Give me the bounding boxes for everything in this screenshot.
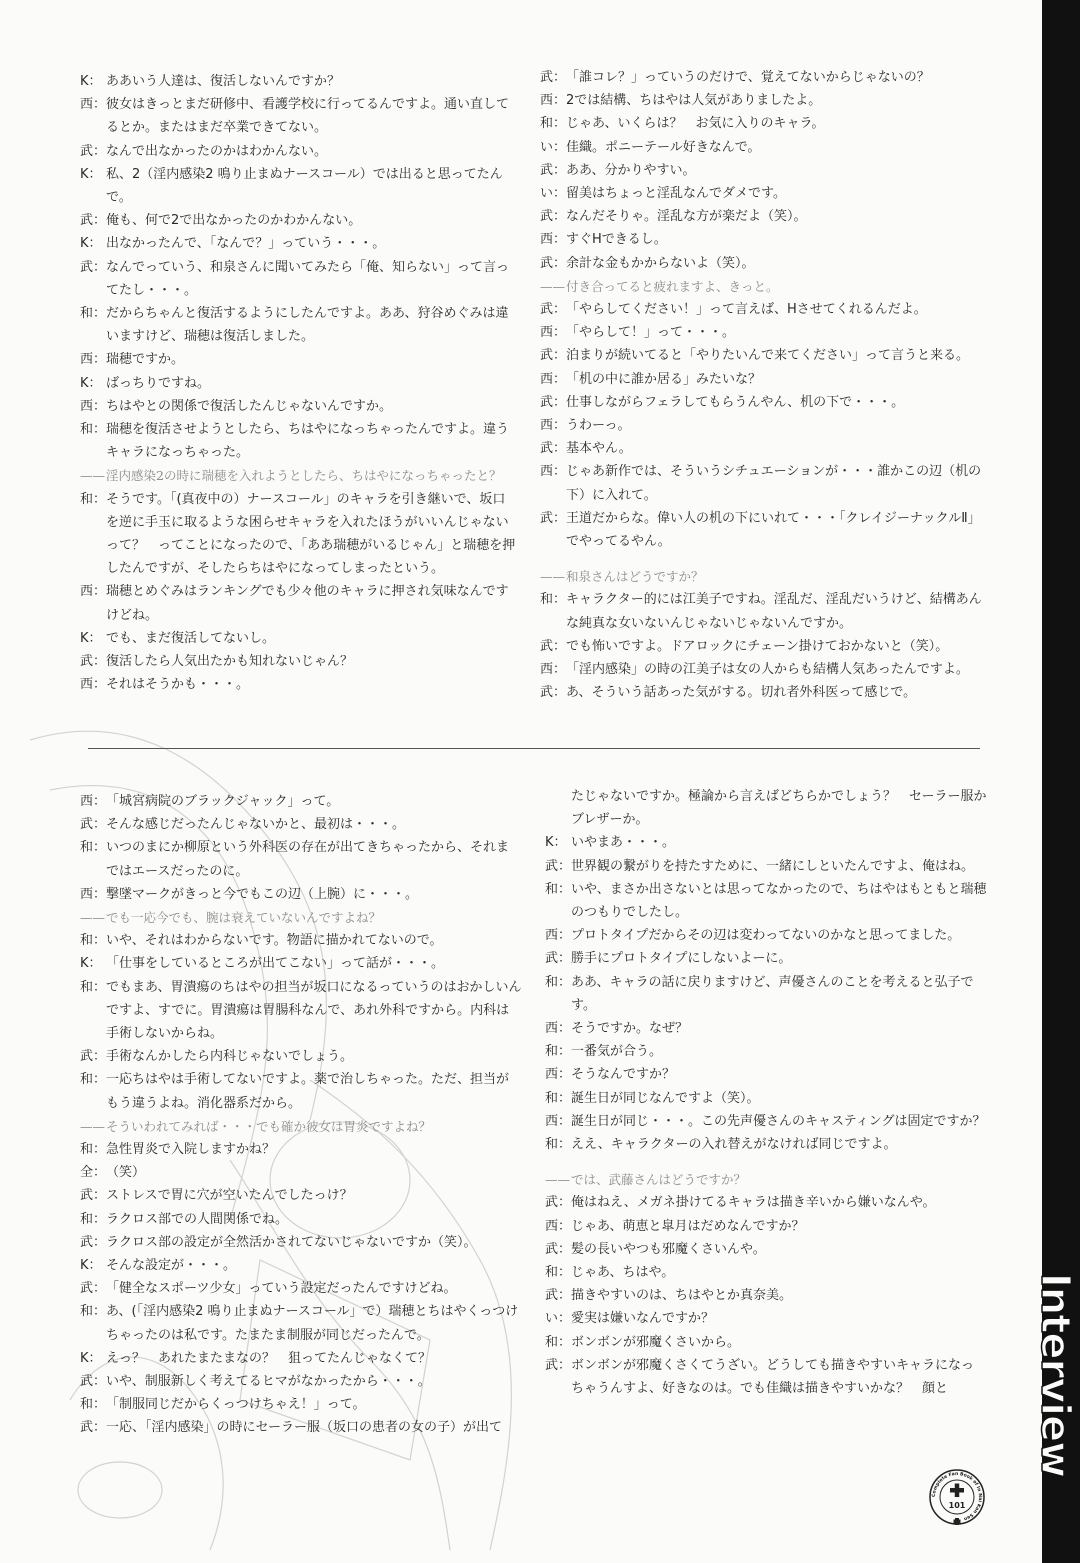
speaker-label: 武： <box>540 255 567 271</box>
column-top-left <box>80 70 516 696</box>
dialogue-line <box>80 348 516 371</box>
page-number: 101 <box>948 1501 966 1510</box>
line-text: 「健全なスポーツ少女」っていう設定だったんですけどね。 <box>106 1281 457 1297</box>
dialogue-line <box>80 418 516 464</box>
speaker-label: 武： <box>540 70 567 85</box>
line-text: では、武藤さんはどうですか？ <box>571 1172 747 1188</box>
line-text: 「机の中に誰か居る」みたいな？ <box>566 371 762 387</box>
line-text: 付き合ってると疲れますよ、きっと。 <box>566 278 779 294</box>
line-text: 手術なんかしたら内科じゃないでしょう。 <box>106 1049 354 1065</box>
dialogue-line <box>545 785 987 831</box>
speaker-label: 和： <box>80 1211 107 1227</box>
line-text: じゃあ、萌恵と皐月はだめなんですか？ <box>571 1218 805 1234</box>
dialogue-line <box>540 321 982 344</box>
dialogue-line <box>80 232 516 255</box>
dialogue-line <box>80 1045 522 1068</box>
dialogue-line <box>545 971 987 1017</box>
dialogue-line <box>80 976 522 1046</box>
speaker-label: 武： <box>540 162 567 178</box>
line-text: 髪の長いやつも邪魔くさいんや。 <box>571 1241 766 1257</box>
speaker-label: 和： <box>80 306 107 322</box>
speaker-label: 武： <box>80 654 107 670</box>
line-text: 瑞穂とめぐみはランキングでも少々他のキャラに押され気味なんですけどね。 <box>106 584 509 623</box>
speaker-label: K： <box>80 236 102 252</box>
line-text: 急性胃炎で入院しますかね？ <box>106 1142 276 1158</box>
dialogue-line <box>540 368 982 391</box>
dialogue-line <box>80 1138 522 1161</box>
dialogue-line <box>80 302 516 348</box>
dialogue-line <box>540 588 982 634</box>
dialogue-line <box>80 1416 522 1439</box>
speaker-label: 和： <box>80 491 107 507</box>
dialogue-line <box>80 790 522 813</box>
speaker-label: K： <box>80 956 102 972</box>
dialogue-line <box>540 66 982 89</box>
speaker-label: 武： <box>545 1241 572 1257</box>
speaker-label: 西： <box>545 1067 572 1083</box>
line-text: 復活したら人気出たかも知れないじゃん？ <box>106 654 354 670</box>
speaker-label: 西： <box>545 928 572 944</box>
line-text: 一応ちはやは手術してないですよ。薬で治しちゃった。ただ、担当がもう違うよね。消化器系だから。 <box>106 1072 510 1111</box>
line-text: 私、2（淫内感染2 鳴り止まぬナースコール）では出ると思ってたんで。 <box>106 166 503 206</box>
dialogue-line <box>540 252 982 275</box>
dialogue-line <box>545 878 987 924</box>
dialogue-line <box>80 1393 522 1416</box>
speaker-label: 西： <box>540 464 567 480</box>
dialogue-line <box>80 813 522 836</box>
speaker-label: K： <box>80 166 102 182</box>
dialogue-line <box>545 1191 987 1214</box>
line-text: 余計な金もかからないよ（笑）。 <box>566 255 755 271</box>
line-text: そんな感じだったんじゃないかと、最初は・・・。 <box>106 817 406 833</box>
dialogue-line <box>80 929 522 952</box>
dialogue-line <box>540 228 982 251</box>
column-bottom-right <box>545 785 987 1400</box>
line-text: ええ、キャラクターの入れ替えがなければ同じですよ。 <box>571 1137 897 1153</box>
dialogue-line <box>545 1331 987 1354</box>
dialogue-line <box>540 298 982 321</box>
line-text: 留美はちょっと淫乱なんでダメです。 <box>566 186 786 202</box>
dialogue-line <box>545 1307 987 1330</box>
speaker-label: い： <box>540 186 567 202</box>
line-text: ああ、分かりやすい。 <box>566 162 696 178</box>
line-text: そんな設定が・・・。 <box>106 1258 237 1274</box>
line-text: 彼女はきっとまだ研修中、看護学校に行ってるんですよ。通い直してるとか。またはまだ卒業できてない。 <box>106 97 510 136</box>
dialogue-line <box>545 1284 987 1307</box>
dialogue-line <box>80 952 522 975</box>
speaker-label: 武： <box>540 638 567 654</box>
dialogue-line <box>80 209 516 232</box>
interviewer-question <box>545 1168 987 1191</box>
speaker-label: 西： <box>540 93 567 109</box>
line-text: ああ、キャラの話に戻りますけど、声優さんのことを考えると弘子です。 <box>571 974 974 1013</box>
line-text: 出なかったんで、「なんで？」っていう・・・。 <box>106 236 386 252</box>
line-text: そうなんですか？ <box>571 1067 676 1083</box>
speaker-label: 和： <box>80 1397 107 1413</box>
interviewer-question <box>540 565 982 588</box>
line-text: なんだそりゃ。淫乱な方が楽だよ（笑）。 <box>566 209 807 225</box>
dialogue-line <box>540 205 982 228</box>
speaker-label: 和： <box>540 116 567 132</box>
dialogue-line <box>80 1184 522 1207</box>
dialogue-line <box>80 1370 522 1393</box>
speaker-label: 和： <box>545 881 572 897</box>
line-text: 誕生日が同じ・・・。この先声優さんのキャスティングは固定ですか？ <box>571 1113 986 1129</box>
line-text: 「仕事をしているところが出てこない」って話が・・・。 <box>106 956 445 972</box>
speaker-label: 武： <box>545 1357 572 1373</box>
speaker-label: K： <box>80 375 102 391</box>
dialogue-line <box>540 182 982 205</box>
speaker-label: 和： <box>80 840 107 856</box>
speaker-label: 武： <box>540 209 567 225</box>
speaker-label: 和： <box>545 1044 572 1060</box>
dialogue-line <box>545 1238 987 1261</box>
line-text: ラクロス部での人間関係でね。 <box>106 1211 289 1227</box>
speaker-label: K： <box>80 630 102 646</box>
speaker-label: 和： <box>80 1142 107 1158</box>
dialogue-line <box>80 163 516 209</box>
side-title <box>1032 1270 1079 1480</box>
speaker-label: 西： <box>80 794 107 809</box>
speaker-label: 西： <box>80 584 107 600</box>
line-text: うわーっ。 <box>566 418 631 434</box>
line-text: じゃあ新作では、そういうシチュエーションが・・・誰かこの辺（机の下）に入れて。 <box>566 464 982 503</box>
dialogue-line <box>540 460 982 506</box>
column-top-right <box>540 66 982 704</box>
dialogue-line <box>545 1354 987 1400</box>
interviewer-question <box>80 464 516 487</box>
speaker-label: 武： <box>540 348 567 364</box>
speaker-label: 武： <box>540 510 567 526</box>
line-text: 王道だからな。偉い人の机の下にいれて・・・「クレイジーナックルⅡ」でやってるやん。 <box>566 510 981 550</box>
speaker-label: 和： <box>80 979 107 995</box>
speaker-label: 和： <box>80 1304 107 1320</box>
speaker-label: 武： <box>80 143 107 159</box>
dialogue-line <box>80 1277 522 1300</box>
speaker-label: 和： <box>545 1334 572 1350</box>
speaker-label: 西： <box>540 418 567 434</box>
line-text: ばっちりですね。 <box>106 375 211 391</box>
speaker-label: —— <box>540 569 565 585</box>
speaker-label: 武： <box>545 1195 572 1211</box>
line-text: 撃墜マークがきっと今でもこの辺（上腕）に・・・。 <box>106 886 419 902</box>
dialogue-line <box>80 488 516 581</box>
speaker-label: 武： <box>540 394 567 410</box>
line-text: だからちゃんと復活するようにしたんですよ。ああ、狩谷めぐみは違いますけど、瑞穂は復活しました。 <box>106 306 509 345</box>
speaker-label: 和： <box>540 592 567 608</box>
speaker-label: 西： <box>80 677 107 693</box>
line-text: 和泉さんはどうですか？ <box>566 569 704 585</box>
line-text: キャラクター的には江美子ですね。淫乱だ、淫乱だいうけど、結構あんな純真な女いないんじゃないじゃないんですか。 <box>566 592 982 631</box>
section-divider <box>88 748 980 749</box>
speaker-label: 武： <box>80 1374 107 1390</box>
dialogue-line <box>80 70 516 93</box>
line-text: なんでっていう、和泉さんに聞いてみたら「俺、知らない」って言ってたし・・・。 <box>106 259 510 298</box>
dialogue-line <box>545 855 987 878</box>
line-text: 描きやすいのは、ちはやとか真奈美。 <box>571 1288 793 1304</box>
speaker-label: 西： <box>545 1021 572 1037</box>
line-text: 世界観の繋がりを持たすために、一緒にしといたんですよ、俺はね。 <box>571 858 975 874</box>
line-text: あ、(「淫内感染2 鳴り止まぬナースコール」で）瑞穂とちはやくっつけちゃったのは私です。たまたま制服が同じだったんで。 <box>106 1304 519 1343</box>
speaker-label: 全： <box>80 1165 107 1181</box>
speaker-label: 武： <box>80 1049 107 1065</box>
line-text: いや、制服新しく考えてるヒマがなかったから・・・。 <box>106 1374 431 1390</box>
dialogue-line <box>80 650 516 673</box>
line-text: そうです。「(真夜中の）ナースコール」のキャラを引き継いで、坂口を逆に手玉に取るような困らせキャラを入れたほうがいいんじゃないって？ ってことになったので、「ああ瑞穂がいるじゃん」と瑞穂を押したんですが、そしたらちはやになってしまったという。 <box>106 491 516 577</box>
speaker-label: 和： <box>545 974 572 990</box>
dialogue-line <box>545 1261 987 1284</box>
speaker-label: K： <box>545 835 567 851</box>
dialogue-line <box>540 89 982 112</box>
dialogue-line <box>80 673 516 696</box>
dialogue-line <box>545 1215 987 1238</box>
side-title-text: Interview <box>1032 1272 1079 1478</box>
dialogue-line <box>80 627 516 650</box>
line-text: 「淫内感染」の時の江美子は女の人からも結構人気あったんですよ。 <box>566 662 969 678</box>
line-text: プロトタイプだからその辺は変わってないのかなと思ってました。 <box>571 928 961 944</box>
line-text: 愛実は嫌いなんですか？ <box>571 1311 715 1327</box>
line-text: （笑） <box>106 1165 146 1181</box>
dialogue-line <box>80 372 516 395</box>
line-text: 俺はねえ、メガネ掛けてるキャラは描き辛いから嫌いなんや。 <box>571 1195 936 1211</box>
dialogue-line <box>540 635 982 658</box>
speaker-label: 西： <box>540 662 567 678</box>
speaker-label: 武： <box>80 1234 107 1250</box>
line-text: 「やらして！」って・・・。 <box>566 325 736 341</box>
dialogue-line <box>545 924 987 947</box>
dialogue-line <box>80 836 522 882</box>
line-text: ストレスで胃に穴が空いたんでしたっけ？ <box>106 1188 353 1204</box>
dialogue-line <box>80 1068 522 1114</box>
dialogue-line <box>545 947 987 970</box>
line-text: でも一応今でも、腕は衰えていないんですよね？ <box>106 910 382 926</box>
dialogue-line <box>80 256 516 302</box>
speaker-label: 和： <box>80 422 107 438</box>
dialogue-line <box>80 883 522 906</box>
line-text: でも怖いですよ。ドアロックにチェーン掛けておかないと（笑）。 <box>566 638 949 654</box>
line-text: たじゃないですか。極論から言えばどちらかでしょう？ セーラー服かブレザーか。 <box>571 789 987 828</box>
speaker-label: 武： <box>545 951 572 967</box>
speaker-label: 武： <box>80 817 107 833</box>
speaker-label: 西： <box>80 97 107 113</box>
speaker-label: 和： <box>545 1090 572 1106</box>
line-text: 「城宮病院のブラックジャック」って。 <box>106 794 340 809</box>
speaker-label: 西： <box>545 1113 572 1129</box>
speaker-label: い： <box>540 139 567 155</box>
speaker-label: 武： <box>540 302 567 318</box>
speaker-label: K： <box>80 1350 102 1366</box>
dialogue-line <box>540 658 982 681</box>
speaker-label: 西： <box>540 232 567 248</box>
interviewer-question <box>80 1115 522 1138</box>
dialogue-line <box>540 507 982 553</box>
line-text: 誕生日が同じなんですよ（笑）。 <box>571 1090 760 1106</box>
speaker-label: 和： <box>545 1137 572 1153</box>
speaker-label: 和： <box>80 933 107 949</box>
line-text: でもまあ、胃潰瘍のちはやの担当が坂口になるっていうのはおかしいんですよ、すでに。胃潰瘍は胃腸科なんで、あれ外科ですから。内科は手術しないからね。 <box>106 979 522 1042</box>
speaker-label <box>545 785 571 831</box>
dialogue-line <box>540 136 982 159</box>
line-text: 基本やん。 <box>566 441 632 457</box>
line-text: 「やらしてください！」って言えば、Hさせてくれるんだよ。 <box>566 302 927 318</box>
dialogue-line <box>540 344 982 367</box>
interviewer-question <box>540 275 982 298</box>
line-text: ラクロス部の設定が全然活かされてないじゃないですか（笑）。 <box>106 1234 477 1250</box>
speaker-label: K： <box>80 1258 102 1274</box>
line-text: でも、まだ復活してないし。 <box>106 630 276 646</box>
dialogue-line <box>80 93 516 139</box>
dialogue-line <box>545 1063 987 1086</box>
speaker-label: 武： <box>545 1288 572 1304</box>
line-text: 俺も、何で2で出なかったのかわかんない。 <box>106 213 362 229</box>
speaker-label: —— <box>80 1118 105 1134</box>
column-bottom-left <box>80 790 522 1440</box>
line-text: そういわれてみれば・・・でも確か彼女は胃炎ですよね？ <box>106 1118 432 1134</box>
line-text: ちはやとの関係で復活したんじゃないんですか。 <box>106 398 393 414</box>
line-text: 2では結構、ちはやは人気がありましたよ。 <box>566 93 822 109</box>
line-text: ボンボンが邪魔くさくてうざい。どうしても描きやすいキャラになっちゃうんすよ、好きなのは。でも佳織は描きやすいかな？ 顔と <box>571 1357 975 1397</box>
dialogue-line <box>545 1040 987 1063</box>
speaker-label: —— <box>80 468 105 484</box>
dialogue-line <box>80 1300 522 1346</box>
line-text: 仕事しながらフェラしてもらうんやん、机の下で・・・。 <box>566 394 905 410</box>
dialogue-line <box>540 681 982 704</box>
line-text: 一応、「淫内感染」の時にセーラー服（坂口の患者の女の子）が出て <box>106 1420 502 1436</box>
line-text: いや、まさか出さないとは思ってなかったので、ちはやはもともと瑞穂のつもりでしたし。 <box>571 881 987 921</box>
dialogue-line <box>540 159 982 182</box>
line-text: ああいう人達は、復活しないんですか？ <box>106 74 341 89</box>
dialogue-line <box>545 1017 987 1040</box>
dialogue-line <box>545 1087 987 1110</box>
speaker-label: 武： <box>80 1188 107 1204</box>
line-text: いや、それはわからないです。物語に描かれてないので。 <box>106 933 443 949</box>
dialogue-line <box>540 112 982 135</box>
speaker-label: 西： <box>80 886 107 902</box>
speaker-label: —— <box>540 278 565 294</box>
speaker-label: 西： <box>545 1218 572 1234</box>
speaker-label: い： <box>545 1311 572 1327</box>
dialogue-line <box>80 140 516 163</box>
speaker-label: 武： <box>80 259 107 275</box>
speaker-label: 西： <box>80 352 107 368</box>
line-text: いつのまにか柳原という外科医の存在が出てきちゃったから、それまではエースだったのに。 <box>106 840 510 879</box>
line-text: 勝手にプロトタイプにしないよーに。 <box>571 951 792 967</box>
dialogue-line <box>545 1133 987 1156</box>
dialogue-line <box>545 1110 987 1133</box>
dialogue-line <box>80 1161 522 1184</box>
speaker-label: 武： <box>540 685 567 701</box>
dialogue-line <box>540 414 982 437</box>
speaker-label: K： <box>80 74 102 89</box>
page-number-seal <box>928 1468 986 1526</box>
speaker-label: 武： <box>80 1281 107 1297</box>
speaker-label: 西： <box>80 398 107 414</box>
line-text: それはそうかも・・・。 <box>106 677 250 693</box>
line-text: 瑞穂ですか。 <box>106 352 185 368</box>
line-text: 瑞穂を復活させようとしたら、ちはやになっちゃったんですよ。違うキャラになっちゃった。 <box>106 422 510 461</box>
speaker-label: 武： <box>80 1420 107 1436</box>
speaker-label: —— <box>545 1172 570 1188</box>
speaker-label: —— <box>80 910 105 926</box>
speaker-label: 和： <box>80 1072 107 1088</box>
dialogue-line <box>80 1231 522 1254</box>
line-text: すぐHできるし。 <box>566 232 667 248</box>
line-text: いやまあ・・・。 <box>571 835 676 851</box>
dialogue-line <box>540 391 982 414</box>
speaker-label: 西： <box>540 371 567 387</box>
speaker-label: 西： <box>540 325 567 341</box>
line-text: えっ？ あれたまたまなの？ 狙ってたんじゃなくて？ <box>106 1350 432 1366</box>
line-text: 淫内感染2の時に瑞穂を入れようとしたら、ちはやになっちゃったと？ <box>106 468 502 484</box>
line-text: じゃあ、ちはや。 <box>571 1265 675 1281</box>
line-text: 「誰コレ？」っていうのだけで、覚えてないからじゃないの？ <box>566 70 930 85</box>
dialogue-line <box>545 831 987 854</box>
line-text: あ、そういう話あった気がする。切れ者外科医って感じで。 <box>566 685 917 701</box>
line-text: 一番気が合う。 <box>571 1044 663 1060</box>
speaker-label: 武： <box>540 441 567 457</box>
line-text: 泊まりが続いてると「やりたいんで来てください」って言うと来る。 <box>566 348 970 364</box>
dialogue-line <box>80 580 516 626</box>
line-text: じゃあ、いくらは？ お気に入りのキャラ。 <box>566 116 825 132</box>
line-text: なんで出なかったのかはわかんない。 <box>106 143 328 159</box>
dialogue-line <box>80 1254 522 1277</box>
speaker-label: 武： <box>80 213 107 229</box>
speaker-label: 和： <box>545 1265 572 1281</box>
line-text: ボンボンが邪魔くさいから。 <box>571 1334 741 1350</box>
dialogue-line <box>80 1347 522 1370</box>
dialogue-line <box>540 437 982 460</box>
line-text: 佳織。ポニーテール好きなんで。 <box>566 139 761 155</box>
dialogue-line <box>80 1208 522 1231</box>
interviewer-question <box>80 906 522 929</box>
line-text: そうですか。なぜ？ <box>571 1021 689 1037</box>
line-text: 「制服同じだからくっつけちゃえ！」って。 <box>106 1397 366 1413</box>
speaker-label: 武： <box>545 858 572 874</box>
seal-ring-text: Complete Fan Book of In Nai Kan Sen <box>931 1471 983 1521</box>
dialogue-line <box>80 395 516 418</box>
